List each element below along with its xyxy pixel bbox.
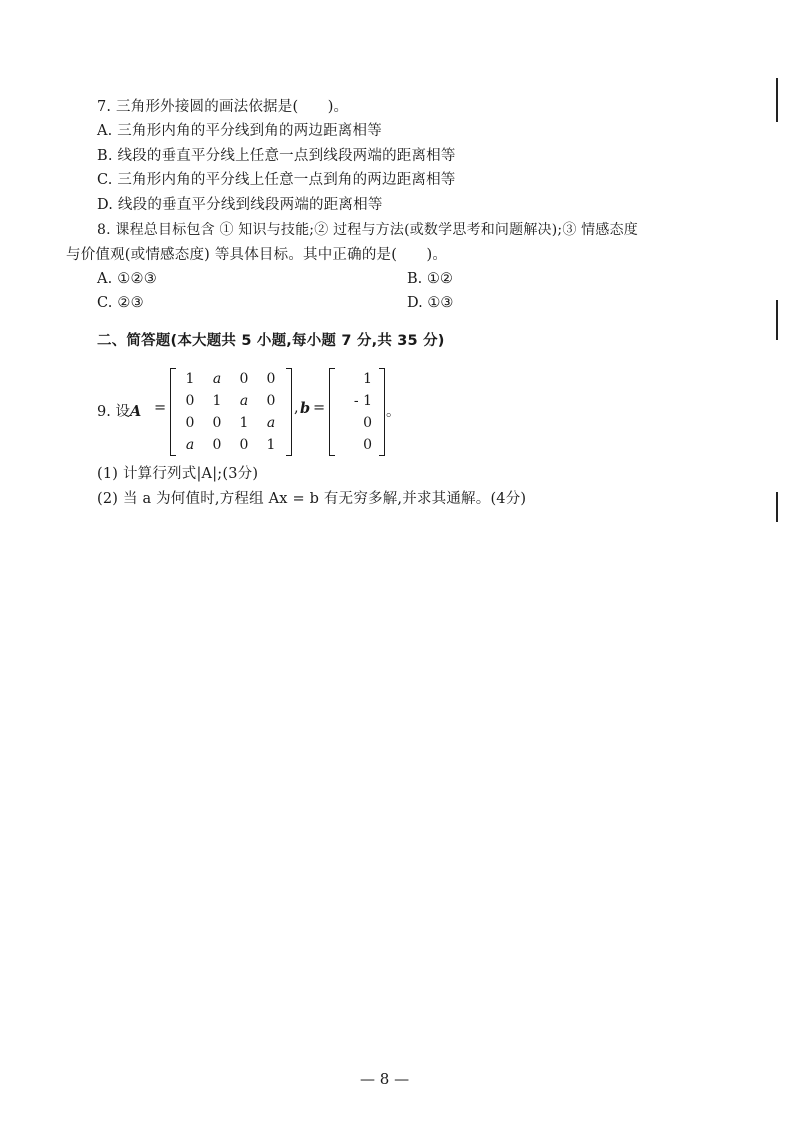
equals-sign-b: = (313, 400, 326, 416)
matrix-a-cell: a (239, 393, 249, 409)
matrix-a-cell: 0 (239, 437, 249, 453)
q9-label (97, 400, 141, 421)
q8-stem-line2: 与价值观(或情感态度) 等具体目标。其中正确的是( )。 (66, 247, 448, 263)
matrix-a-cell: 0 (266, 371, 276, 387)
vector-b (329, 368, 385, 456)
vector-b-cell: 1 (363, 371, 372, 387)
q8-option-c: C. ②③ (97, 295, 144, 311)
matrix-a-cell: 1 (239, 415, 249, 431)
scan-edge-mark (776, 300, 778, 340)
q8-option-a: A. ①②③ (97, 271, 157, 287)
matrix-a-cell: 0 (185, 393, 195, 409)
q8-stem-line1: 8. 课程总目标包含 ① 知识与技能;② 过程与方法(或数学思考和问题解决);③ 情感态度 (97, 222, 638, 238)
vector-b-name: b (300, 400, 311, 417)
q8-option-b: B. ①② (407, 271, 453, 287)
scan-edge-mark (776, 492, 778, 522)
matrix-a-cell: 0 (239, 371, 249, 387)
q7-stem: 7. 三角形外接圆的画法依据是( )。 (97, 99, 349, 115)
matrix-a-cell: 1 (266, 437, 276, 453)
scan-edge-mark (776, 78, 778, 122)
matrix-a-cell: 0 (212, 415, 222, 431)
vector-b-cell: 0 (363, 415, 372, 431)
matrix-a-cell: a (266, 415, 276, 431)
page-number: — 8 — (360, 1070, 410, 1088)
q7-option-c: C. 三角形内角的平分线上任意一点到角的两边距离相等 (97, 172, 456, 188)
q7-option-a: A. 三角形内角的平分线到角的两边距离相等 (97, 123, 382, 139)
section-2-heading: 二、简答题(本大题共 5 小题,每小题 7 分,共 35 分) (97, 333, 445, 349)
vector-b-cell: - 1 (353, 393, 372, 409)
matrix-a-cell: 0 (212, 437, 222, 453)
matrix-a-cell: a (185, 437, 195, 453)
q7-option-b: B. 线段的垂直平分线上任意一点到线段两端的距离相等 (97, 148, 456, 164)
q9-label-prefix: 9. 设 (97, 404, 130, 420)
q9-part-1: (1) 计算行列式|A|;(3分) (97, 466, 259, 482)
matrix-a-name: A (129, 403, 142, 420)
matrix-a-cell: 1 (185, 371, 195, 387)
q8-option-d: D. ①③ (407, 295, 454, 311)
sentence-period: 。 (386, 404, 401, 420)
matrix-a-cell: 1 (212, 393, 222, 409)
q7-option-d: D. 线段的垂直平分线到线段两端的距离相等 (97, 197, 383, 213)
vector-b-cell: 0 (363, 437, 372, 453)
matrix-a-cell: 0 (185, 415, 195, 431)
matrix-a (170, 368, 292, 456)
comma-separator: , (294, 400, 299, 416)
equals-sign-a: = (154, 400, 167, 416)
matrix-a-cell: 0 (266, 393, 276, 409)
q9-part-2: (2) 当 a 为何值时,方程组 Ax = b 有无穷多解,并求其通解。(4分) (97, 491, 527, 507)
matrix-a-cell: a (212, 371, 222, 387)
